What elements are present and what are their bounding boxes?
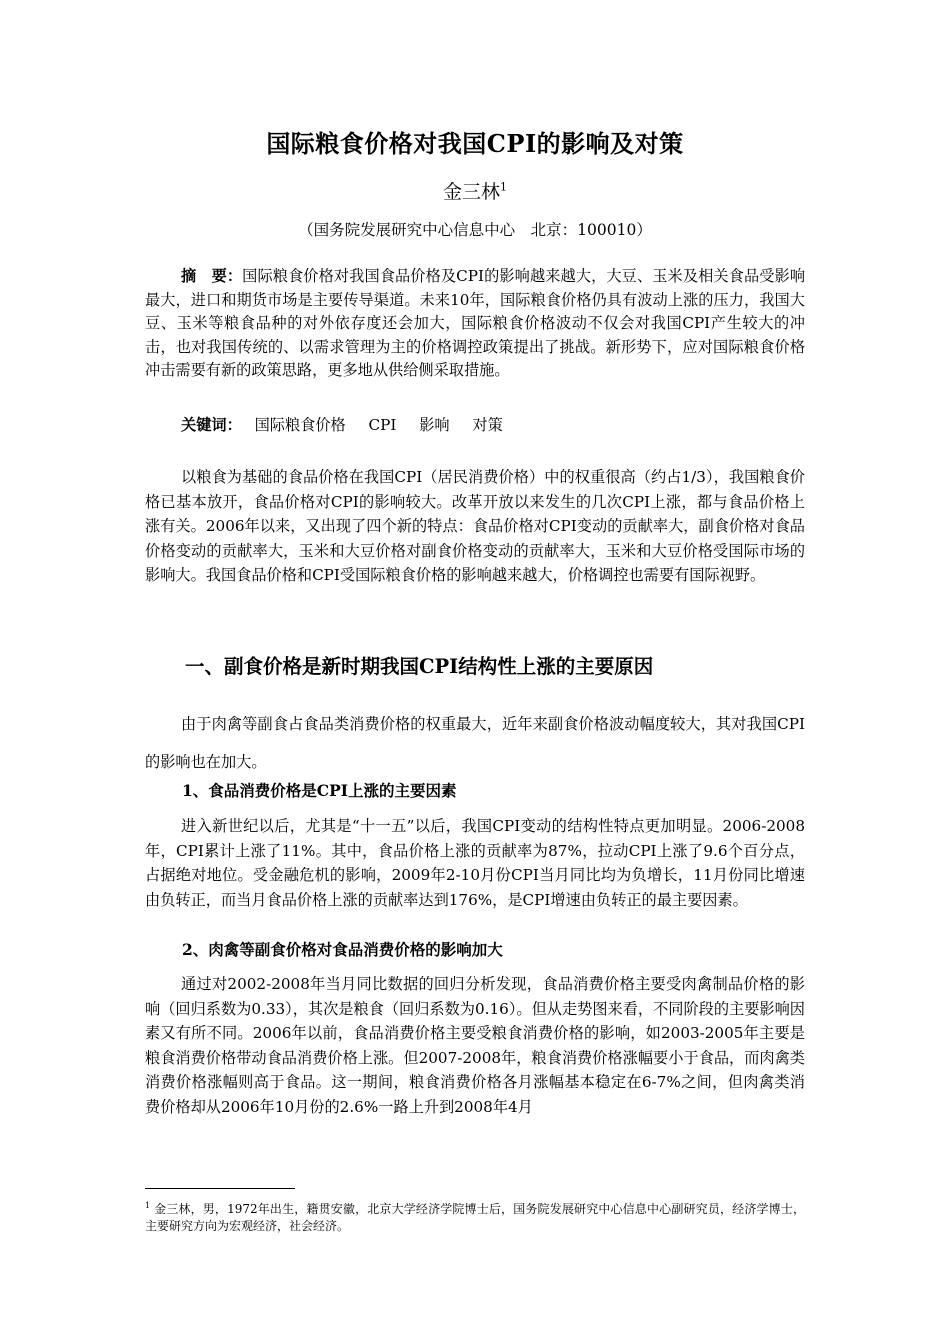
- author-name: 金三林: [442, 181, 500, 203]
- section-heading: 一、副食价格是新时期我国CPI结构性上涨的主要原因: [185, 655, 654, 678]
- keyword-item: 国际粮食价格: [254, 416, 346, 434]
- keyword-item: CPI: [368, 416, 397, 434]
- keyword-item: 对策: [472, 416, 503, 434]
- subsection-paragraph: 进入新世纪以后，尤其是“十一五”以后，我国CPI变动的结构性特点更加明显。2006-2008年，CPI累计上涨了11%。其中，食品价格上涨的贡献率为87%，拉动CPI上涨了9.6个百分点，占据绝对地位。受金融危机的影响，2009年2-10月份CPI当月同比均为负增长，11月份同比增速由负转正，而当月食品价格上涨的贡献率达到176%，是CPI增速由负转正的最主要因素。: [145, 817, 805, 909]
- paper-title: 国际粮食价格对我国CPI的影响及对策: [266, 129, 684, 158]
- abstract-label: 摘 要：: [181, 267, 243, 285]
- keywords-label: 关键词：: [181, 416, 242, 434]
- subsection-heading: 1、食品消费价格是CPI上涨的主要因素: [182, 781, 457, 800]
- intro-paragraph: 以粮食为基础的食品价格在我国CPI（居民消费价格）中的权重很高（约占1/3），我国粮食价格已基本放开，食品价格对CPI的影响较大。改革开放以来发生的几次CPI上涨，都与食品价格上涨有关。2006年以来，又出现了四个新的特点：食品价格对CPI变动的贡献率大，副食价格对食品价格变动的贡献率大，玉米和大豆价格对副食价格变动的贡献率大，玉米和大豆价格受国际市场的影响大。我国食品价格和CPI受国际粮食价格的影响越来越大，价格调控也需要有国际视野。: [145, 468, 805, 584]
- section-paragraph: 由于肉禽等副食占食品类消费价格的权重最大，近年来副食价格波动幅度较大，其对我国CPI的影响也在加大。: [145, 715, 805, 771]
- subsection-heading: 2、肉禽等副食价格对食品消费价格的影响加大: [182, 940, 503, 959]
- keywords: [145, 414, 841, 438]
- footnote-divider: [145, 1188, 295, 1189]
- subsection-paragraph: 通过对2002-2008年当月同比数据的回归分析发现，食品消费价格主要受肉禽制品价格的影响（回归系数为0.33），其次是粮食（回归系数为0.16）。但从走势图来看，不同阶段的主要影响因素又有所不同。2006年以前，食品消费价格主要受粮食消费价格的影响，如2003-2005年主要是粮食消费价格带动食品消费价格上涨。但2007-2008年，粮食消费价格涨幅要小于食品，而肉禽类消费价格涨幅则高于食品。这一期间，粮食消费价格各月涨幅基本稳定在6-7%之间，但肉禽类消费价格却从2006年10月份的2.6%一路上升到2008年4月: [145, 975, 805, 1116]
- abstract: [145, 265, 805, 383]
- keyword-item: 影响: [419, 416, 450, 434]
- abstract-text: 国际粮食价格对我国食品价格及CPI的影响越来越大，大豆、玉米及相关食品受影响最大，进口和期货市场是主要传导渠道。未来10年，国际粮食价格仍具有波动上涨的压力，我国大豆、玉米等粮食品种的对外依存度还会加大，国际粮食价格波动不仅会对我国CPI产生较大的冲击，也对我国传统的、以需求管理为主的价格调控政策提出了挑战。新形势下，应对国际粮食价格冲击需要有新的政策思路，更多地从供给侧采取措施。: [145, 267, 806, 379]
- footnote-text: 金三林，男，1972年出生，籍贯安徽，北京大学经济学院博士后，国务院发展研究中心信息中心副研究员，经济学博士，主要研究方向为宏观经济，社会经济。: [145, 1202, 805, 1233]
- author-line: [0, 177, 950, 204]
- footnote-mark: 1: [145, 1201, 151, 1210]
- footnote: [145, 1197, 805, 1235]
- author-footnote-mark: 1: [500, 180, 507, 194]
- affiliation: （国务院发展研究中心信息中心 北京：100010）: [298, 221, 652, 239]
